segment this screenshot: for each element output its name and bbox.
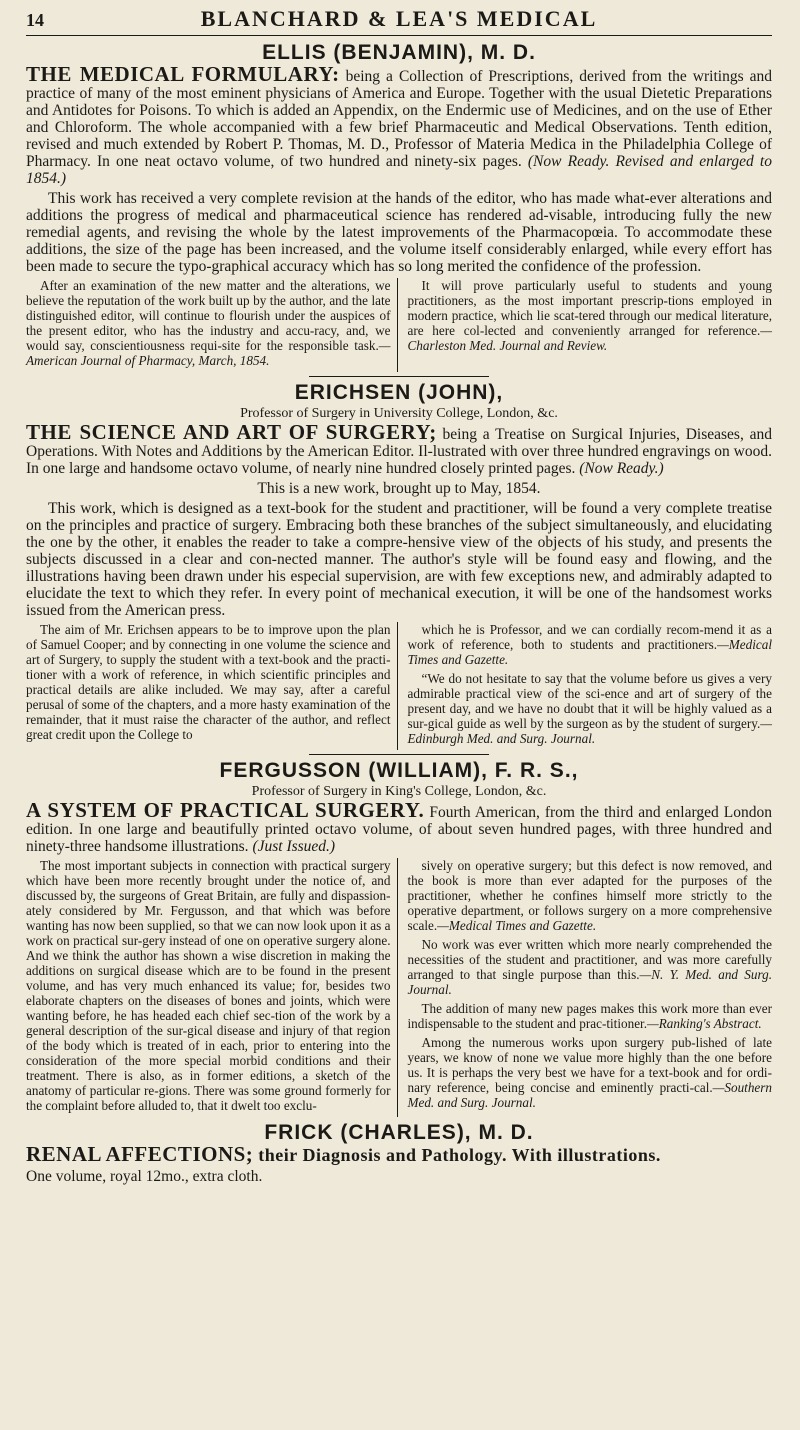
review-column-left	[26, 278, 398, 372]
title-lead: RENAL AFFECTIONS;	[26, 1142, 254, 1166]
review-quote: The addition of many new pages makes this work more than ever indispensable to the student and prac-titioner.—Ranking's Abstract.	[407, 1001, 772, 1031]
title-rest: their Diagnosis and Pathology. With illustrations.	[253, 1145, 661, 1165]
page-number: 14	[26, 10, 44, 30]
entry-title	[26, 798, 773, 855]
title-note: (Just Issued.)	[248, 838, 336, 855]
review-source: —Charleston Med. Journal and Review.	[407, 323, 772, 353]
review-source: —American Journal of Pharmacy, March, 1854.	[26, 338, 391, 368]
entry-author: FRICK (CHARLES), M. D.	[264, 1121, 534, 1144]
review-source: —Ranking's Abstract.	[647, 1016, 762, 1031]
entry-intro-lead: This is a new work, brought up to May, 1854.	[257, 480, 541, 497]
review-quote: which he is Professor, and we can cordially recom-mend it as a work of reference, both to students and practitioners.—Medical Times and Gazette.	[407, 622, 772, 667]
entry-subauthor: Professor of Surgery in King's College, London, &c.	[251, 784, 547, 799]
review-columns	[26, 858, 772, 1117]
review-columns	[26, 622, 772, 750]
review-quote: Among the numerous works upon surgery pub-lished of late years, we know of none we value more highly than the one before us. It is perhaps the very best we have for a text-book and for ordi-nary reference, being concise and eminently practi-cal.—Southern Med. and Surg. Journal.	[407, 1035, 772, 1110]
title-note: (Now Ready.)	[575, 460, 664, 477]
review-quote: sively on operative surgery; but this defect is now removed, and the book is more than ever adapted for the purposes of the practitioner, whether he confines himself more strictly to the operative department, or follows surgery on a more comprehensive scale.—Medical Times and Gazette.	[407, 858, 772, 933]
entry-author: FERGUSSON (WILLIAM), F. R. S.,	[219, 759, 579, 782]
entry-title	[26, 1142, 772, 1166]
entry-intro: This work has received a very complete revision at the hands of the editor, who has made what-ever alterations and additions the progress of medical and pharmaceutical science has rendered ad-visable, introducing fully the new remedial agents, and revising the whole by the latest improvements of the Pharmacopœia. To accommodate these additions, the size of the page has been increased, and the volume itself considerably enlarged, while every effort has been made to secure the typo-graphical accuracy which has so long merited the confidence of the profession.	[26, 190, 772, 275]
entry-intro: This work, which is designed as a text-book for the student and practitioner, will be found a very complete treatise on the principles and practice of surgery. Embracing both these branches of the subject simultaneously, and elucidating the one by the other, it enables the reader to take a compre-hensive view of the objects of his study, and presents the subjects discussed in a clear and con-nected manner. The author's style will be found easy and flowing, and the illustrations having been drawn under his especial supervision, are with few exceptions new, and admirably adapted to elucidate the text to which they refer. In every point of mechanical execution, it will be one of the handsomest works issued from the American press.	[26, 500, 772, 619]
review-quote: The aim of Mr. Erichsen appears to be to improve upon the plan of Samuel Cooper; and by connecting in one volume the science and art of Surgery, to supply the student with a text-book and the practi-tioner with a work of reference, in which scientific principles and practical details are alike included. We may say, after a careful perusal of some of the chapters, and a more hasty examination of the remainder, that it must raise the character of the author, and reflect great credit upon the College to	[26, 622, 391, 742]
review-column-right	[408, 858, 773, 1117]
entry-author: ELLIS (BENJAMIN), M. D.	[262, 41, 536, 64]
entry-subauthor: Professor of Surgery in University College, London, &c.	[240, 406, 558, 421]
title-lead: A SYSTEM OF PRACTICAL SURGERY.	[26, 798, 425, 822]
title-rest: being a Treatise on Surgical Injuries, Diseases, and Operations. With Notes and Additions by the American Editor. Il-lustrated with over three hundred engravings on wood. In one large and handsome octavo volume, of nearly nine hundred closely printed pages.	[26, 426, 772, 477]
review-source: —Medical Times and Gazette.	[437, 918, 597, 933]
review-quote: “We do not hesitate to say that the volume before us gives a very admirable practical view of the sci-ence and art of surgery of the present day, and we have no doubt that it will be highly valued as a sur-gical guide as well by the surgeon as by the student of surgery.—Edinburgh Med. and Surg. Journal.	[407, 671, 772, 746]
review-column-right	[408, 278, 773, 372]
review-quote: The most important subjects in connection with practical surgery which have been more recently brought under the notice of, and discussed by, the surgeons of Great Britain, are fully and dispassion-ately considered by Mr. Fergusson, and that which was before wanting has now been supplied, so that we can now look upon it as a work on practical sur-gery instead of one on operative surgery alone. And we think the author has shown a wise discretion in making the additions on surgical disease which are to be found in the present volume, and has very much enhanced its value; for, besides two elaborate chapters on the diseases of bones and joints, which were wanting before, he has headed each chief sec-tion of the work by a general description of the sur-gical disease and injury of that region of the body which is treated of in each, prior to entering into the consideration of the more special morbid conditions and their treatment. There is also, as in former editions, a sketch of the anatomy of particular re-gions. There was some ground formerly for the complaint before alluded to, that it dwelt too exclu-	[26, 858, 391, 1113]
review-source: —Southern Med. and Surg. Journal.	[407, 1080, 772, 1110]
review-column-left	[26, 858, 398, 1117]
review-source: —Medical Times and Gazette.	[407, 637, 772, 667]
divider	[309, 754, 489, 755]
review-columns	[26, 278, 772, 372]
review-quote: After an examination of the new matter and the alterations, we believe the reputation of the work built up by the author, and the late distinguished editor, will continue to flourish under the auspices of the present editor, who has the industry and accu-racy, and, we would say, conscientiousness requi-site for the responsible task.—American Journal of Pharmacy, March, 1854.	[26, 278, 391, 368]
entry-format: One volume, royal 12mo., extra cloth.	[26, 1168, 263, 1185]
entry-title	[26, 62, 773, 187]
title-rest: Fourth American, from the third and enlarged London edition. In one large and beautifully printed octavo volume, of about seven hundred pages, with three hundred and ninety-three handsome illustrations.	[26, 804, 773, 855]
running-title: BLANCHARD & LEA'S MEDICAL	[200, 6, 598, 31]
review-source: —N. Y. Med. and Surg. Journal.	[407, 967, 772, 997]
title-note: (Now Ready. Revised and enlarged to 1854.)	[26, 153, 772, 187]
review-source: —Edinburgh Med. and Surg. Journal.	[407, 716, 772, 746]
title-rest: being a Collection of Prescriptions, derived from the writings and practice of many of the most eminent physicians of America and Europe. Together with the usual Dietetic Preparations and Antidotes for Poisons. To which is added an Appendix, on the Endermic use of Medicines, and on the use of Ether and Chloroform. The whole accompanied with a few brief Pharmaceutic and Medical Observations. Tenth edition, revised and much extended by Robert P. Thomas, M. D., Professor of Materia Medica in the Philadelphia College of Pharmacy. In one neat octavo volume, of two hundred and ninety-six pages.	[26, 68, 773, 170]
review-column-left	[26, 622, 398, 750]
review-quote: No work was ever written which more nearly comprehended the necessities of the student and practitioner, and was more carefully arranged to that single purpose than this.—N. Y. Med. and Surg. Journal.	[407, 937, 772, 997]
review-column-right	[408, 622, 773, 750]
page-header	[26, 6, 772, 36]
divider	[309, 376, 489, 377]
title-lead: THE MEDICAL FORMULARY:	[26, 62, 340, 86]
entry-title	[26, 420, 772, 477]
title-lead: THE SCIENCE AND ART OF SURGERY;	[26, 420, 437, 444]
entry-author: ERICHSEN (JOHN),	[294, 381, 504, 404]
review-quote: It will prove particularly useful to students and young practitioners, as the most important prescrip-tions employed in modern practice, which lie scat-tered through our medical literature, are here col-lected and conveniently arranged for reference.—Charleston Med. Journal and Review.	[407, 278, 772, 353]
